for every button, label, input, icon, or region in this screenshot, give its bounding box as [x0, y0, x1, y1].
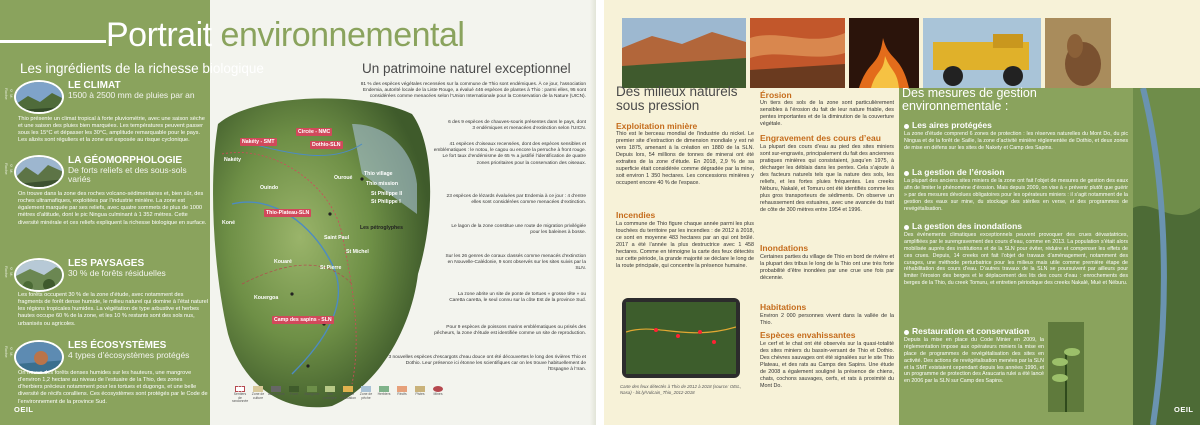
- map-label-ouroue: Ouroué: [334, 175, 353, 181]
- geomorphologie-title: LA GÉOMORPHOLOGIE: [68, 155, 183, 166]
- aires-title: Les aires protégées: [912, 120, 992, 130]
- climat-photo: [14, 80, 64, 114]
- habitations-text: Environ 2 000 personnes vivent dans la vallée de la Thio.: [760, 313, 894, 327]
- oeil-logo-right: OEIL: [1174, 405, 1194, 414]
- title-rule: [0, 40, 106, 43]
- paysages-photo: [14, 258, 64, 292]
- title-band: [0, 0, 596, 58]
- info-turtles: La zone abrite un site de ponte de tortues « grosse tête » ou Caretta caretta, le seul connu sur la côte Est de la province Sud.: [449, 292, 586, 304]
- map-label-kone: Koné: [222, 220, 235, 226]
- fire-map-tablet: [622, 298, 740, 378]
- ecosystemes-photo: [14, 340, 64, 374]
- map-label-petroglyphes: Les pétroglyphes: [360, 225, 403, 231]
- info-lizards: 23 espèces de lézards évaluées par Endemia à ce jour : 4 d’entre elles sont considérées comme menacées d’extinction.: [446, 194, 586, 206]
- climat-subtitle: 1500 à 2500 mm de pluies par an: [68, 90, 195, 100]
- map-label-camp-sapins: Camp des sapins - SLN: [274, 317, 332, 323]
- bullet-icon: [904, 124, 909, 129]
- mesures-heading: Des mesures de gestion environnementale :: [902, 86, 1037, 114]
- geomorphologie-photo-credit: © M. Roche: [4, 163, 14, 175]
- restauration-text: Depuis la mise en place du Code Minier en 2009, la réglementation impose aux opérateurs miniers la mise en place de programmes de revégétalisation des sites en activité. Des actions de revégétalisation menées par la SLN et la SMT existaient cependant depuis les années 1990, et un programme de protection des Araucaria rulei a été lancé en 2006 par la SLN sur Camp des Sapins.: [904, 337, 1044, 385]
- info-bats: 6 des 9 espèces de chauves-souris présentes dans le pays, dont 3 endémiques et menacées d’extinction selon l’UICN.: [448, 120, 586, 132]
- info-plants: 81 % des espèces végétales recensées sur la commune de Thio sont endémiques. À ce jour, l’association Endemia, autorité locale de la Liste Rouge, a évalué 446 espèces de plantes à Thio : parmi elles, 95 sont considérées comme menacées selon l’Union Internationale pour la Conservation de la Nature (UICN).: [360, 82, 586, 100]
- map-label-st-philippe-1: St Philippe I: [371, 199, 401, 205]
- photo-mine-red-earth: [750, 18, 845, 88]
- legend-item: Aérodrome: [268, 386, 284, 397]
- info-snails: 3 nouvelles espèces d’escargots d’eau douce ont été découvertes le long des rivières Thio et Dothio. Leur présence ici étonne les scientifiques car on les trouve habituellement de l’Espagne à l’Iran.: [388, 355, 586, 373]
- map-label-kouergoa: Kouergoa: [254, 295, 279, 301]
- map-label-st-michel: St Michel: [346, 249, 369, 255]
- photo-deer: [1045, 18, 1111, 88]
- geomorphologie-subtitle: De forts reliefs et des sous-sols variés: [68, 165, 187, 184]
- erosion-gestion-title: La gestion de l’érosion: [912, 167, 1005, 177]
- legend-item: Récifs: [394, 386, 410, 397]
- photo-strip: [604, 18, 1200, 88]
- habitations-title: Habitations: [760, 302, 807, 312]
- climat-title: LE CLIMAT: [68, 80, 121, 91]
- restauration-title: Restauration et conservation: [912, 326, 1030, 336]
- patrimoine-heading: Un patrimoine naturel exceptionnel: [362, 61, 571, 76]
- photo-mining-truck: [923, 18, 1041, 88]
- title-part1: Portrait: [106, 16, 212, 54]
- especes-text: Le cerf et le chat ont été observés sur la quasi-totalité des sites miniers du bassin-versant de Thio et Dothio. Des chèvres sauvages ont été signalées sur le site Thio Plateau, et des rats au Camps des Sapins. Une étude de 2008 a également souligné la présence de chiens, chats, cochons sauvages, cerfs, et rats à proximité du Mont Do.: [760, 341, 894, 390]
- inondations-gestion-text: Des événements climatiques exceptionnels peuvent provoquer des crues dévastatrices, amplifiées par le surengravement des cours d’eau, comme en 2013. La population s’était alors mobilisée auprès des institutions et de la SLN pour éviter, réduire et compenser les effets de ces crues. Depuis, 14 creeks ont fait l’objet de travaux d’aménagement, notamment des curages, une méthode perturbatrice pour les milieux mais utile comme première étape de réhabilitation des cours d’eau. D’autres travaux de la SLN se poursuivent par ailleurs pour limiter l’érosion des berges et le déplacement des lits des cours d’eau : enrochements des berges de la Thio, du creek Tomuru, et entretien périodique des creeks Nakalé, Mué et Néburu.: [904, 232, 1128, 287]
- map-label-st-philippe-2: St Philippe II: [371, 191, 403, 197]
- page-title: [106, 18, 464, 52]
- pression-heading: Des milieux naturels sous pression: [616, 84, 738, 114]
- map-label-circee: Circée - NMC: [298, 129, 331, 135]
- incendies-text: La commune de Thio figure chaque année parmi les plus touchées du territoire par les incendies : de 2012 à 2018, ce sont en moyenne 483 hectares par an qui ont brûlé. 2017 a été l’année la plus destructrice avec 1 458 hectares. Comme en témoigne la carte des feux détectés sur cette période, la grande majorité se déclare le long de la route principale, qui concentre la présence humaine.: [616, 221, 754, 270]
- paysages-title: LES PAYSAGES: [68, 258, 145, 269]
- legend-item: Foret: [286, 386, 302, 397]
- erosion-title: Érosion: [760, 90, 792, 100]
- map-label-thio-plateau: Thio-Plateau-SLN: [266, 210, 310, 216]
- exploitation-title: Exploitation minière: [616, 121, 698, 131]
- especes-title: Espèces envahissantes: [760, 330, 856, 340]
- aires-text: La zone d’étude comprend 6 zones de protection : les réserves naturelles du Mont Do, du pic Ningua et de la forêt de Saille, la zone d’activité minière réglementée de Dothio, et deux zones de mise en défens sur les sites de Nakety et Camp des Sapins.: [904, 131, 1128, 151]
- photo-estuary-aerial: [1133, 88, 1200, 425]
- legend-item: Sentiers de randonnée: [232, 386, 248, 404]
- bullet-icon: [904, 225, 909, 230]
- paysages-text: Les forêts occupent 30 % de la zone d’étude, avec notamment des fragments de forêt dense humide, le milieu naturel qui domine à l’état naturel les régions tropicales humides. La végétation de type arbustive et herbes hautes occupe 60 % de la zone, et les 10 % restants sont des sols nus, urbanisés ou agricoles.: [18, 292, 208, 327]
- gutter: [596, 0, 604, 425]
- info-birds: 41 espèces d’oiseaux recensées, dont des espèces sensibles et emblématiques : le notou, le cagou ou encore la perruche à front rouge. Le fort taux d’endémisme de 65 % a justifié l’identification de quatre zones prioritaires pour la conservation des oiseaux.: [433, 142, 586, 166]
- legend-item: Mangrove: [304, 386, 320, 397]
- legend-item: Zone de culture: [250, 386, 266, 400]
- legend-item: Zone de pêche: [358, 386, 374, 400]
- photo-fire: [849, 18, 919, 88]
- engravement-text: La plupart des cours d’eau au pied des sites miniers sont sur-engravés, principalement du fait des anciennes pratiques minières qui consistaient, jusqu’en 1975, à décharger les déblais dans les pentes. Cela s’ajoute à des facteurs naturels tels que la nature des sols, les reliefs, et les fortes pluies fréquentes. Les creeks Néburu, Nakalé, et Tomuru ont été identifiés comme les plus gros transporteurs de sédiments. On observe un rehaussement des estuaires, avec une avancée du trait de côte de 300 mètres entre 1954 et 1996.: [760, 144, 894, 214]
- inondations-title: Inondations: [760, 243, 809, 253]
- map-label-ouindo: Ouindo: [260, 185, 279, 191]
- left-page: [0, 0, 596, 425]
- photo-seedling: [1048, 322, 1084, 412]
- geomorphologie-text: On trouve dans la zone des roches volcano-sédimentaires et, bien sûr, des roches ultramafiques, exploitées par l’industrie minière. La zone est également marquée par ses reliefs, avec quatre sommets de plus de 1000 mètres d’altitude, dont le pic Ningua culminant à 1 352 mètres. Cette diversité minérale et ces reliefs expliquent la richesse biologique en surface.: [18, 191, 207, 226]
- tablet-caption: Carte des feux détectés à Thio de 2012 à 2018 (source: OEIL, Nasa) - bit.ly/Vulcain_Thio_2012-2018: [620, 384, 742, 395]
- legend-item: Mines: [430, 386, 446, 397]
- paysages-photo-credit: © M. Roche: [4, 266, 14, 278]
- map-label-nakety-place: Nakéty: [224, 157, 242, 163]
- map-legend: [232, 386, 446, 416]
- title-part2: environnemental: [220, 16, 465, 54]
- map-label-thio-mission: Thio mission: [366, 181, 398, 187]
- bullet-icon: [904, 330, 909, 335]
- map-label-saint-paul: Saint Paul: [324, 235, 350, 241]
- erosion-text: Un tiers des sols de la zone sont particulièrement sensibles à l’érosion du fait de leur nature friable, des pentes importantes et de la diminution de la couverture végétale.: [760, 100, 894, 128]
- climat-text: Thio présente un climat tropical à forte pluviométrie, avec une saison sèche et une saison des pluies bien marquées. Les températures peuvent passer sous les 15°C et dépasser les 30°C, amplitude remarquable pour le pays. Les alizés sont réguliers et la zone est exposée au risque cyclonique.: [18, 116, 205, 144]
- right-page: [604, 0, 1200, 425]
- map-label-nakety: Nakéty - SMT: [242, 139, 275, 145]
- info-corals: Sur les 26 genres de coraux classés comme menacés d’extinction en Nouvelle-Calédonie, 9 sont observés sur les sites suivis par la SLN.: [445, 254, 586, 272]
- info-fish: Pour 9 espèces de poissons marins emblématiques ou prisés des pêcheurs, la zone d’étude est identifiée comme un site de reproduction.: [434, 325, 586, 337]
- exploitation-text: Thio est le berceau mondial de l’industrie du nickel. Le premier site d’extraction de dimension mondiale y est né vers 1875, amenant à la création en 1880 de la SLN. Depuis lors, 54 millions de tonnes de minerai ont été extraites de la zone d’étude. En 2018, 2,9 % de sa superficie était considérée comme dégradée par la mine, soit environ 1 350 hectares. Les concessions minières y occupent encore 40 % de l’espace.: [616, 131, 754, 187]
- ingredients-heading: Les ingrédients de la richesse biologique: [20, 61, 264, 76]
- map-label-dothio: Dothio-SLN: [312, 142, 341, 148]
- legend-item: Pistes: [412, 386, 428, 397]
- geomorphologie-photo: [14, 155, 64, 189]
- inondations-text: Certaines parties du village de Thio en bord de rivière et la plupart des tribus le long de la Thio ont une très forte probabilité d’être inondées par une crue une fois par décennie.: [760, 254, 894, 282]
- erosion-gestion-text: La plupart des anciens sites miniers de la zone ont fait l’objet de mesures de gestion des eaux afin de limiter le phénomène d’érosion. Mais depuis 2009, on vise à « prévenir plutôt que guérir » par des mesures dévolues obligatoires pour les opérateurs miniers : il s’agit notamment de la gestion des eaux sur mine, du stockage des stériles en verse, et des programmes de revégétalisation.: [904, 178, 1128, 212]
- map-label-kouare: Kouaré: [274, 259, 292, 265]
- engravement-title: Engravement des cours d’eau: [760, 133, 881, 143]
- ecosystemes-title: LES ÉCOSYSTÈMES: [68, 340, 167, 351]
- ecosystemes-subtitle: 4 types d’écosystèmes protégés: [68, 350, 190, 360]
- legend-item: Aires de nidification: [340, 386, 356, 400]
- oeil-logo-left: OEIL: [14, 405, 34, 414]
- ecosystemes-photo-credit: © M. Roche: [4, 346, 14, 358]
- info-whales: Le lagon de la zone constitue une route de migration privilégiée pour les baleines à bosse.: [451, 224, 586, 236]
- legend-item: Aire protégée: [322, 386, 338, 400]
- inondations-gestion-title: La gestion des inondations: [912, 221, 1023, 231]
- photo-mine-landscape: [622, 18, 746, 88]
- legend-item: Herbiers: [376, 386, 392, 397]
- bullet-icon: [904, 171, 909, 176]
- ecosystemes-text: On trouve des forêts denses humides sur les hauteurs, une mangrove d’environ 1,2 hectare au niveau de l’estuaire de la Thio, des zones d’herbiers précieux notamment pour les tortues et dugongs, et une belle diversité de récifs coralliens. Ces écosystèmes sont protégés par le Code de l’environnement de la province Sud.: [18, 370, 208, 405]
- map-label-thio-village: Thio village: [364, 171, 393, 177]
- climat-photo-credit: © M. Roche: [4, 88, 14, 100]
- paysages-subtitle: 30 % de forêts résiduelles: [68, 268, 166, 278]
- map-label-st-pierre: St Pierre: [320, 265, 342, 271]
- incendies-title: Incendies: [616, 210, 656, 220]
